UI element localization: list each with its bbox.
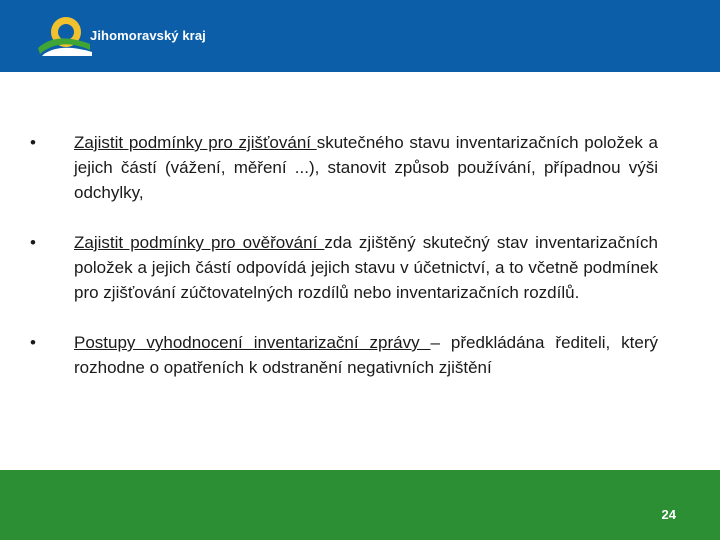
brand-name: Jihomoravský kraj bbox=[90, 28, 206, 43]
underlined-phrase: Zajistit podmínky pro ověřování bbox=[74, 233, 325, 252]
underlined-phrase: Zajistit podmínky pro zjišťování bbox=[74, 133, 317, 152]
bullet-text bbox=[74, 230, 658, 305]
underlined-phrase: Postupy vyhodnocení inventarizační zprávy bbox=[74, 333, 431, 352]
bullet-rest: skutečného stavu inventarizačních položek a jejich částí (vážení, měření ...), stanovit způsob používání, případnou výši odchylky, bbox=[74, 133, 659, 202]
page-number: 24 bbox=[661, 507, 676, 522]
bullet-rest: – předkládána řediteli, který rozhodne o opatřeních k odstranění negativních zjištění bbox=[74, 333, 659, 377]
list-item bbox=[28, 130, 658, 205]
list-item bbox=[28, 330, 658, 380]
bullet-marker: • bbox=[30, 233, 36, 252]
jihomoravsky-kraj-logo-icon bbox=[38, 14, 94, 56]
bullet-marker: • bbox=[30, 133, 36, 152]
bullet-text bbox=[74, 330, 658, 380]
list-item bbox=[28, 230, 658, 305]
bullet-list bbox=[28, 130, 658, 405]
bullet-marker: • bbox=[30, 333, 36, 352]
header-bar bbox=[0, 0, 720, 72]
bullet-rest: zda zjištěný skutečný stav inventarizačních položek a jejich částí odpovídá jejich stavu v účetnictví, a to včetně podmínek pro zjišťování zúčtovatelných rozdílů nebo inventarizačních rozdílů. bbox=[74, 233, 658, 302]
footer-bar bbox=[0, 470, 720, 540]
bullet-text bbox=[74, 130, 658, 205]
